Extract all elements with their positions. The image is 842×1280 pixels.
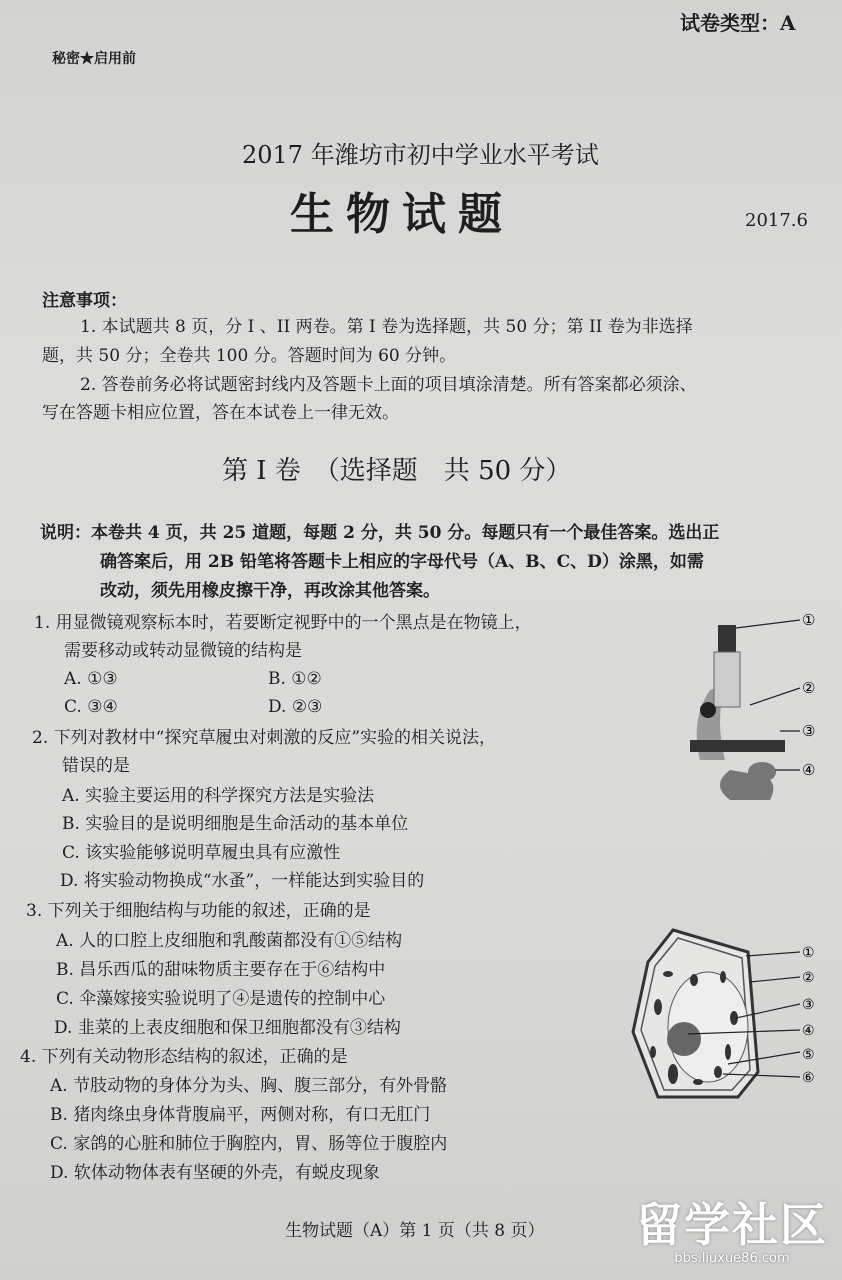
instructions-line: 说明：本卷共 4 页，共 25 道题，每题 2 分，共 50 分。每题只有一个最佳答案。选出正: [40, 523, 720, 543]
watermark: [636, 1199, 828, 1266]
option-c: C. 家鸽的心脏和肺位于胸腔内，胃、肠等位于腹腔内: [50, 1134, 448, 1154]
section-title: 第 I 卷 （选择题 共 50 分）: [222, 456, 572, 486]
question-stem: 1. 用显微镜观察标本时，若要断定视野中的一个黑点是在物镜上，: [34, 613, 532, 633]
instructions-line: 确答案后，用 2B 铅笔将答题卡上相应的字母代号（A、B、C、D）涂黑，如需: [100, 552, 704, 572]
question-stem: 2. 下列对教材中“探究草履虫对刺激的反应”实验的相关说法，: [32, 728, 497, 748]
secret-mark: 秘密★启用前: [52, 51, 136, 67]
paper-type: 试卷类型：A: [680, 11, 796, 35]
notes-heading: 注意事项：: [42, 291, 127, 311]
option-a: A. 人的口腔上皮细胞和乳酸菌都没有①⑤结构: [56, 931, 403, 951]
exam-title: 2017 年潍坊市初中学业水平考试: [242, 141, 599, 169]
watermark-brand: 留学社区: [636, 1198, 828, 1252]
question-stem: 4. 下列有关动物形态结构的叙述，正确的是: [20, 1047, 348, 1067]
plant-cell-figure: [628, 922, 838, 1112]
microscope-label-4: ④: [802, 761, 816, 779]
microscope-figure: [670, 610, 840, 820]
notes-line: 题，共 50 分；全卷共 100 分。答题时间为 60 分钟。: [42, 346, 457, 366]
option-d: D. ②③: [268, 697, 323, 717]
option-a: A. 实验主要运用的科学探究方法是实验法: [62, 786, 375, 806]
option-c: C. ③④: [64, 697, 118, 717]
exam-date: 2017.6: [745, 210, 808, 231]
option-b: B. ①②: [268, 669, 322, 689]
question-stem: 错误的是: [62, 756, 130, 776]
microscope-label-3: ③: [802, 722, 816, 740]
cell-label-6: ⑥: [802, 1070, 815, 1086]
option-a: A. 节肢动物的身体分为头、胸、腹三部分，有外骨骼: [50, 1076, 448, 1096]
cell-label-5: ⑤: [802, 1047, 815, 1063]
cell-label-1: ①: [802, 945, 815, 961]
question-stem: 3. 下列关于细胞结构与功能的叙述，正确的是: [26, 901, 371, 921]
cell-label-2: ②: [802, 970, 815, 986]
option-b: B. 实验目的是说明细胞是生命活动的基本单位: [62, 814, 409, 834]
watermark-url: bbs.liuxue86.com: [674, 1251, 790, 1266]
option-b: B. 昌乐西瓜的甜味物质主要存在于⑥结构中: [56, 960, 386, 980]
option-b: B. 猪肉绦虫身体背腹扁平，两侧对称，有口无肛门: [50, 1105, 431, 1125]
option-c: C. 伞藻嫁接实验说明了④是遗传的控制中心: [56, 989, 386, 1009]
notes-line: 1. 本试题共 8 页，分 I 、II 两卷。第 I 卷为选择题，共 50 分；第 II 卷为非选择: [80, 317, 693, 337]
question-stem: 需要移动或转动显微镜的结构是: [64, 641, 302, 661]
notes-line: 写在答题卡相应位置，答在本试卷上一律无效。: [42, 403, 399, 423]
option-c: C. 该实验能够说明草履虫具有应激性: [62, 843, 341, 863]
microscope-label-1: ①: [802, 611, 816, 629]
page-footer: 生物试题（A）第 1 页（共 8 页）: [285, 1221, 545, 1241]
option-d: D. 软体动物体表有坚硬的外壳，有蜕皮现象: [50, 1163, 380, 1183]
instructions-line: 改动，须先用橡皮擦干净，再改涂其他答案。: [100, 581, 440, 601]
cell-label-4: ④: [802, 1023, 815, 1039]
notes-line: 2. 答卷前务必将试题密封线内及答题卡上面的项目填涂清楚。所有答案都必须涂、: [80, 375, 697, 395]
option-d: D. 将实验动物换成“水蚤”，一样能达到实验目的: [60, 871, 425, 891]
subject-title: 生物试题: [290, 189, 514, 240]
microscope-label-2: ②: [802, 679, 816, 697]
option-d: D. 韭菜的上表皮细胞和保卫细胞都没有③结构: [54, 1018, 401, 1038]
cell-label-3: ③: [802, 997, 815, 1013]
option-a: A. ①③: [64, 669, 118, 689]
